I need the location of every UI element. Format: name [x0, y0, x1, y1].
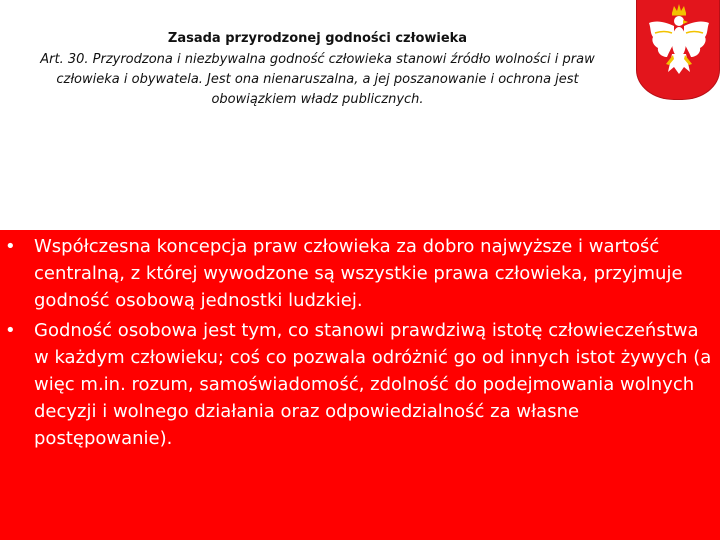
article-quote: Art. 30. Przyrodzona i niezbywalna godność człowieka stanowi źródło wolności i praw człowieka i obywatela. Jest ona nienaruszalna, a jej poszanowanie i ochrona jest obowiązkiem władz publicznych.: [40, 52, 595, 107]
bullet-marker: •: [5, 320, 16, 341]
heading: [30, 30, 605, 110]
bullet-text: Godność osobowa jest tym, co stanowi prawdziwą istotę człowieczeństwa w każdym człowieku; coś co pozwala odróżnić go od innych istot żywych (a więc m.in. rozum, samoświadomość, zdolność do podejmowania wolnych decyzji i wolnego działania oraz odpowiedzialność za własne postępowanie).: [34, 320, 712, 449]
heading-title: Zasada przyrodzonej godności człowieka: [167, 31, 468, 46]
polish-eagle-emblem-icon: [636, 0, 720, 100]
bullet-item: [0, 233, 712, 314]
header-area: [0, 0, 720, 230]
bullet-list: [0, 233, 712, 455]
bullet-item: [0, 317, 712, 452]
bullet-text: Współczesna koncepcja praw człowieka za dobro najwyższe i wartość centralną, z której wywodzone są wszystkie prawa człowieka, przyjmuje godność osobową jednostki ludzkiej.: [34, 236, 683, 311]
bullet-marker: •: [5, 236, 16, 257]
